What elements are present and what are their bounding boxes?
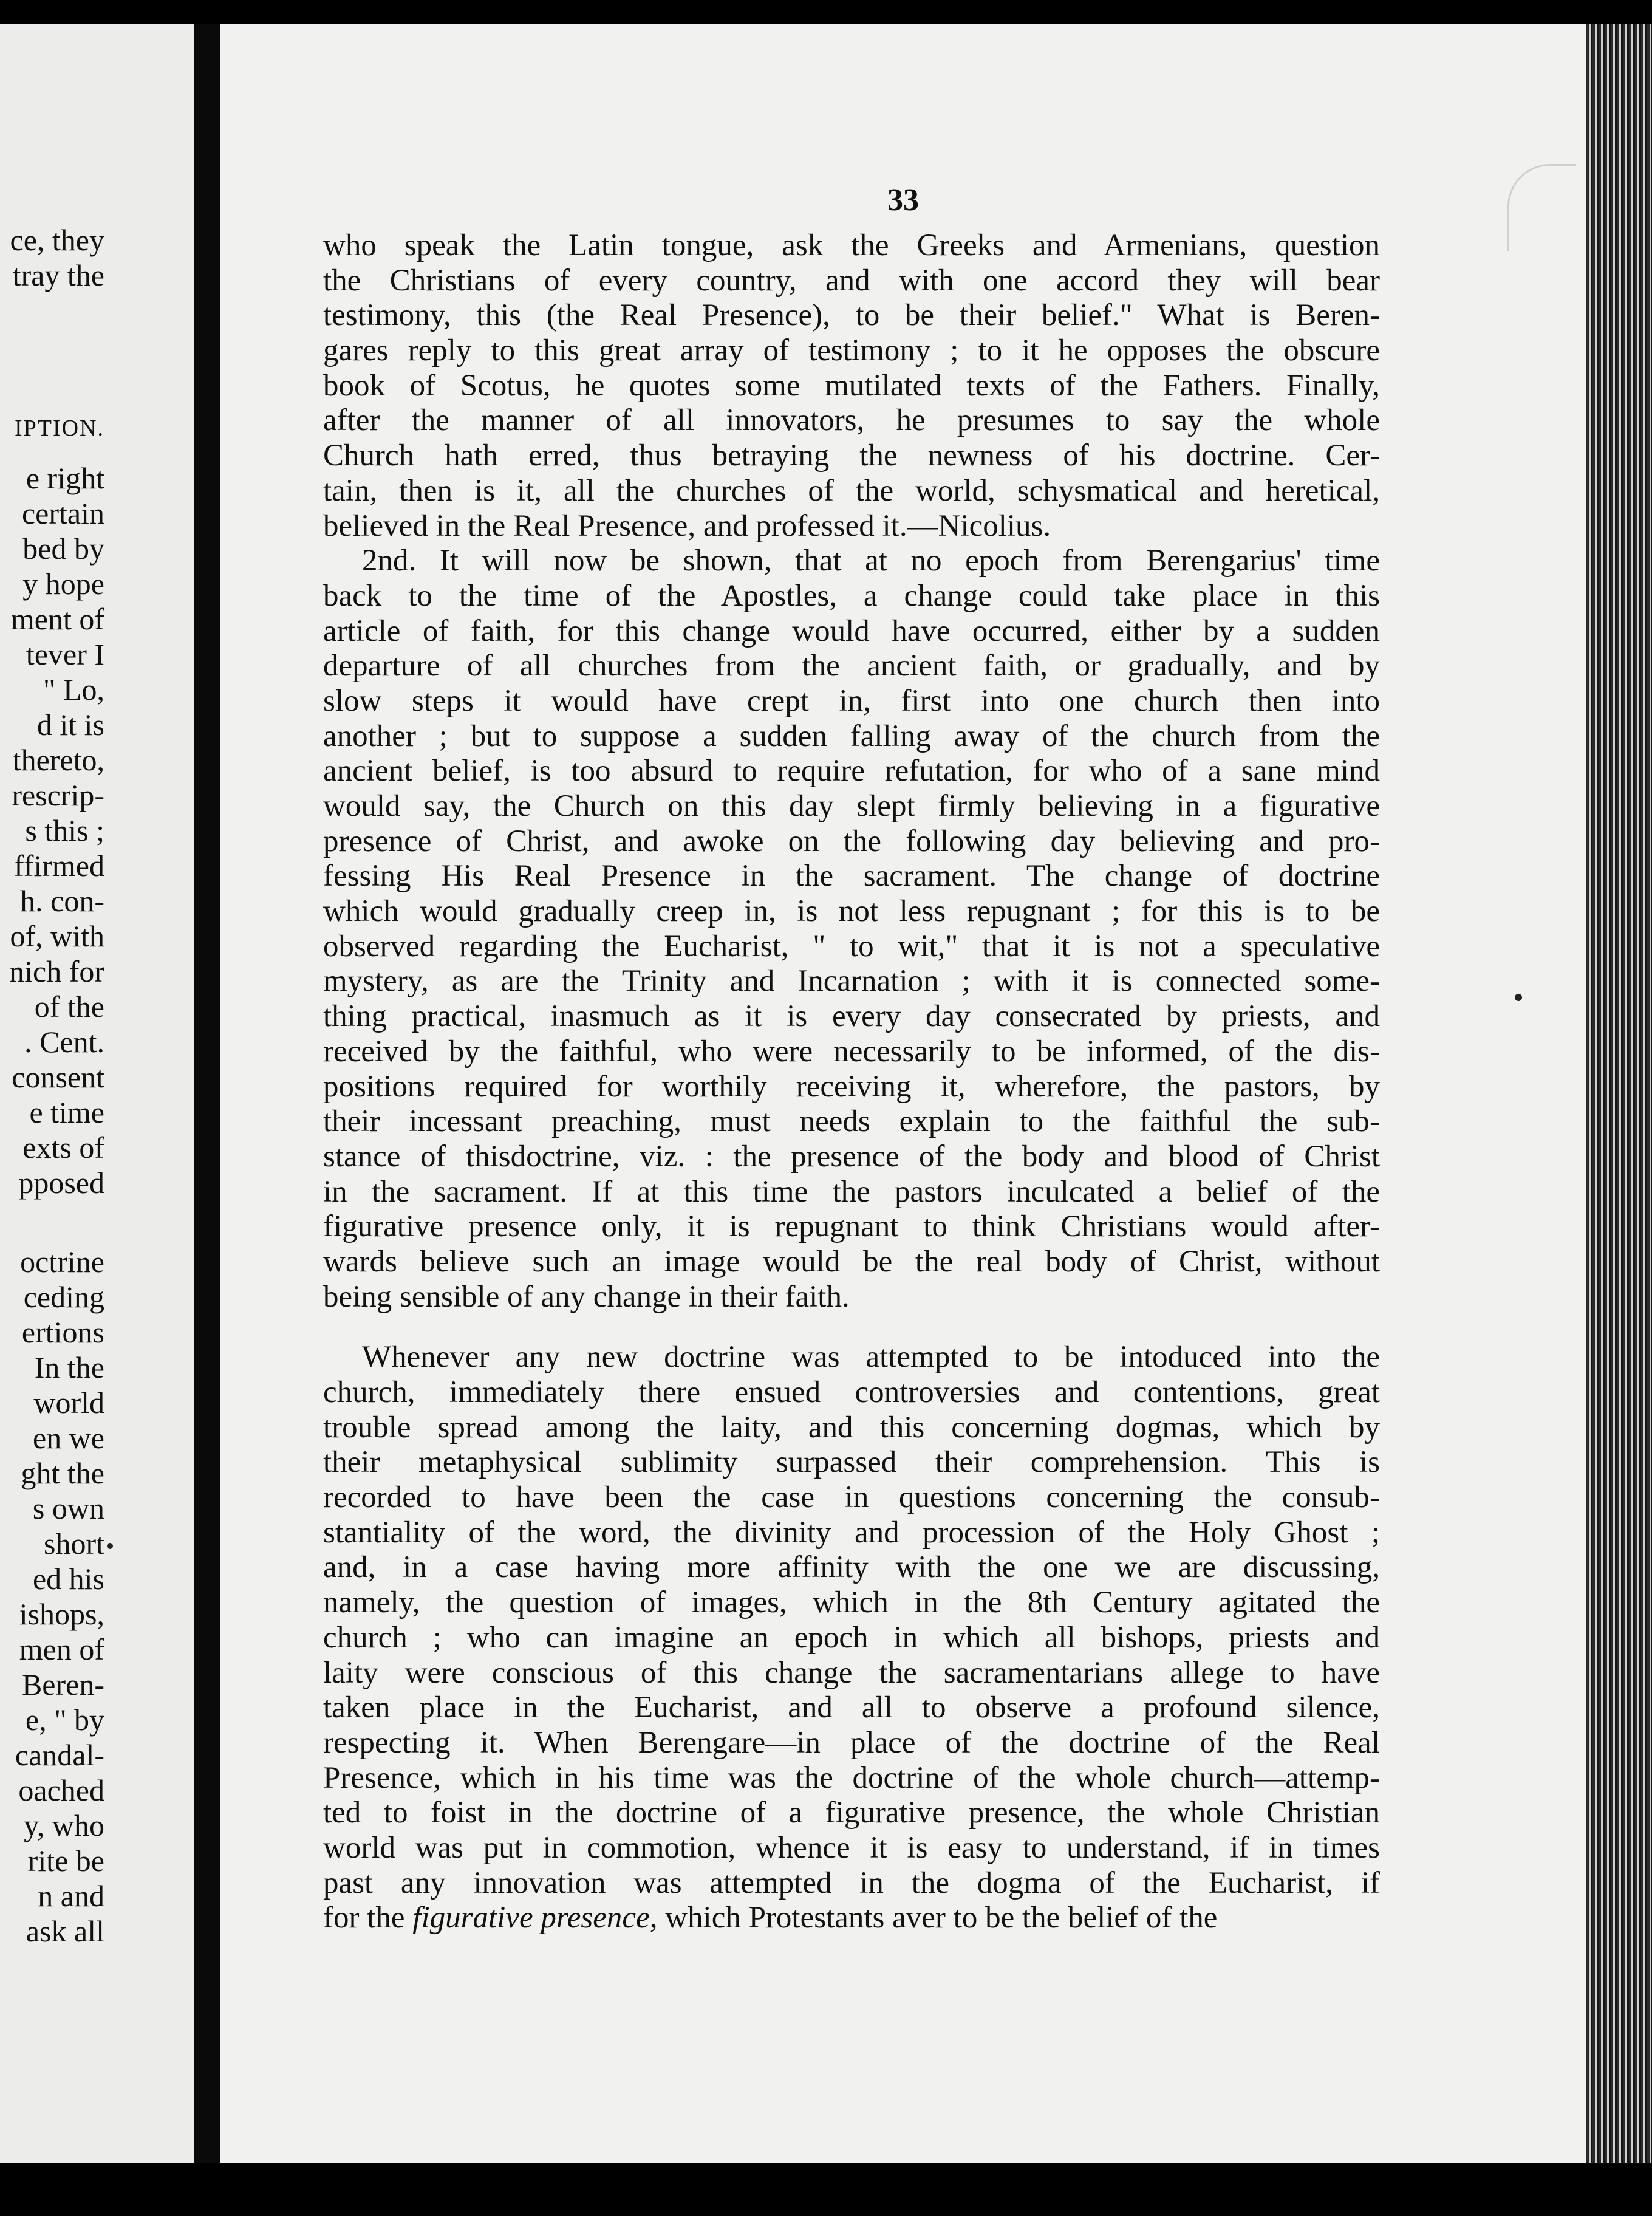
paragraph-2: [323, 544, 1380, 1315]
text-line: ancient belief, is too absurd to require refutation, for who of a sane mind: [323, 754, 1380, 788]
final-line-end: , which Protestants aver to be the belief of the: [649, 1901, 1218, 1935]
facing-line: of, with: [10, 919, 104, 953]
facing-line: of the: [34, 990, 104, 1024]
facing-line: men of: [19, 1632, 104, 1666]
page-edges: [1586, 24, 1652, 2187]
facing-line: ask all: [26, 1914, 104, 1948]
text-line: the Christians of every country, and with one accord they will bear: [323, 263, 1380, 298]
facing-line: candal-: [15, 1738, 104, 1772]
text-line: world was put in commotion, whence it is easy to understand, if in times: [323, 1830, 1380, 1865]
facing-line: h. con-: [20, 884, 104, 918]
facing-line: ed his: [32, 1562, 104, 1596]
text-line: their metaphysical sublimity surpassed their comprehension. This is: [323, 1445, 1380, 1480]
text-line: recorded to have been the case in questions concerning the consub-: [323, 1480, 1380, 1515]
facing-line: consent: [12, 1060, 104, 1094]
facing-line: tray the: [12, 258, 104, 292]
scan-top-border: [0, 0, 1652, 24]
text-line: their incessant preaching, must needs explain to the faithful the sub-: [323, 1104, 1380, 1139]
scan-bottom-border: [0, 2163, 1652, 2216]
facing-line: ce, they: [10, 223, 104, 257]
paragraph-1: [323, 228, 1380, 544]
text-line: thing practical, inasmuch as it is every day consecrated by priests, and: [323, 999, 1380, 1034]
text-line: fessing His Real Presence in the sacrament. The change of doctrine: [323, 859, 1380, 894]
text-line: respecting it. When Berengare—in place of the doctrine of the Real: [323, 1725, 1380, 1760]
text-line: received by the faithful, who were necessarily to be informed, of the dis-: [323, 1034, 1380, 1069]
facing-line: IPTION.: [14, 415, 104, 441]
book-gutter: [194, 24, 220, 2187]
text-line: Presence, which in his time was the doctrine of the whole church—attemp-: [323, 1760, 1380, 1795]
text-line: mystery, as are the Trinity and Incarnation ; with it is connected some-: [323, 964, 1380, 999]
text-line: laity were conscious of this change the sacramentarians allege to have: [323, 1655, 1380, 1690]
facing-line: en we: [33, 1421, 104, 1455]
text-line: back to the time of the Apostles, a change could take place in this: [323, 578, 1380, 613]
facing-line: pposed: [18, 1166, 104, 1200]
text-line: stance of thisdoctrine, viz. : the presence of the body and blood of Christ: [323, 1139, 1380, 1174]
facing-page-fragment: [0, 24, 194, 2163]
facing-line: ishops,: [19, 1597, 104, 1631]
facing-line: octrine: [20, 1245, 104, 1279]
text-line: after the manner of all innovators, he presumes to say the whole: [323, 403, 1380, 438]
facing-line: n and: [38, 1879, 104, 1913]
facing-line: tever I: [26, 637, 104, 671]
text-line-final: [323, 1901, 1380, 1936]
text-line: testimony, this (the Real Presence), to be their belief." What is Beren-: [323, 298, 1380, 333]
book-page: [220, 24, 1586, 2163]
text-line: presence of Christ, and awoke on the following day believing and pro-: [323, 824, 1380, 858]
text-line: figurative presence only, it is repugnant to think Christians would after-: [323, 1209, 1380, 1244]
text-line: trouble spread among the laity, and this concerning dogmas, which by: [323, 1410, 1380, 1445]
facing-line: ght the: [21, 1456, 104, 1490]
text-line: tain, then is it, all the churches of the world, schysmatical and heretical,: [323, 473, 1380, 508]
facing-line: short: [44, 1527, 104, 1561]
text-line: positions required for worthily receiving it, wherefore, the pastors, by: [323, 1069, 1380, 1104]
text-line: believed in the Real Presence, and professed it.—Nicolius.: [323, 508, 1051, 543]
facing-line: . Cent.: [24, 1025, 104, 1059]
body-text: [323, 228, 1380, 1936]
text-line: Church hath erred, thus betraying the newness of his doctrine. Cer-: [323, 439, 1380, 473]
text-line: namely, the question of images, which in the 8th Century agitated the: [323, 1585, 1380, 1620]
facing-line: ment of: [10, 602, 104, 636]
text-line: gares reply to this great array of testimony ; to it he opposes the obscure: [323, 333, 1380, 368]
facing-line: " Lo,: [43, 672, 104, 706]
facing-line: bed by: [22, 532, 104, 566]
text-line: and, in a case having more affinity with the one we are discussing,: [323, 1550, 1380, 1585]
facing-line: rescrip-: [12, 778, 104, 812]
text-line: past any innovation was attempted in the dogma of the Eucharist, if: [323, 1865, 1380, 1900]
text-line: stantiality of the word, the divinity and procession of the Holy Ghost ;: [323, 1515, 1380, 1550]
facing-line: rite be: [27, 1844, 104, 1878]
facing-line: s this ;: [25, 813, 104, 847]
final-line-start: for the: [323, 1901, 413, 1935]
text-line: taken place in the Eucharist, and all to observe a profound silence,: [323, 1691, 1380, 1725]
text-line: 2nd. It will now be shown, that at no epoch from Berengarius' time: [362, 544, 1380, 578]
facing-line: In the: [34, 1350, 104, 1384]
italic-phrase: figurative presence: [412, 1901, 650, 1935]
text-line: slow steps it would have crept in, first into one church then into: [323, 683, 1380, 718]
facing-line: y hope: [22, 567, 104, 601]
text-line: in the sacrament. If at this time the pastors inculcated a belief of the: [323, 1174, 1380, 1209]
text-line: would say, the Church on this day slept firmly believing in a figurative: [323, 789, 1380, 823]
ink-speck: [107, 1543, 113, 1549]
facing-line: nich for: [9, 954, 104, 988]
facing-line: d it is: [36, 708, 104, 742]
text-line: departure of all churches from the ancient faith, or gradually, and by: [323, 649, 1380, 683]
facing-line: ffirmed: [13, 849, 104, 883]
facing-line: e time: [29, 1095, 104, 1129]
facing-line: y, who: [24, 1808, 104, 1842]
text-line: wards believe such an image would be the real body of Christ, without: [323, 1244, 1380, 1279]
facing-line: ertions: [21, 1315, 104, 1349]
paragraph-spacer: [323, 1315, 1380, 1340]
facing-line: thereto,: [12, 743, 104, 777]
text-line: church ; who can imagine an epoch in which all bishops, priests and: [323, 1620, 1380, 1655]
facing-line: exts of: [22, 1130, 104, 1164]
text-line: who speak the Latin tongue, ask the Greeks and Armenians, question: [323, 228, 1380, 262]
text-line: ted to foist in the doctrine of a figurative presence, the whole Christian: [323, 1796, 1380, 1830]
facing-line: Beren-: [21, 1667, 104, 1701]
facing-line: oached: [18, 1773, 104, 1807]
text-line: article of faith, for this change would have occurred, either by a sudden: [323, 614, 1380, 648]
page-number: 33: [887, 183, 919, 217]
facing-line: e, " by: [25, 1703, 104, 1737]
paragraph-3: [323, 1340, 1380, 1936]
facing-line: ceding: [23, 1280, 104, 1314]
facing-line: s own: [32, 1491, 104, 1525]
text-line: book of Scotus, he quotes some mutilated texts of the Fathers. Finally,: [323, 368, 1380, 403]
ink-speck: [1515, 994, 1522, 1001]
text-line: church, immediately there ensued controversies and contentions, great: [323, 1375, 1380, 1409]
facing-line: e right: [26, 461, 104, 495]
text-line: observed regarding the Eucharist, " to wit," that it is not a speculative: [323, 929, 1380, 963]
facing-line: certain: [21, 496, 104, 530]
text-line: being sensible of any change in their faith.: [323, 1279, 850, 1314]
text-line: another ; but to suppose a sudden falling away of the church from the: [323, 719, 1380, 753]
text-line: Whenever any new doctrine was attempted to be intoduced into the: [362, 1340, 1380, 1375]
facing-line: world: [33, 1386, 104, 1420]
text-line: which would gradually creep in, is not less repugnant ; for this is to be: [323, 894, 1380, 929]
